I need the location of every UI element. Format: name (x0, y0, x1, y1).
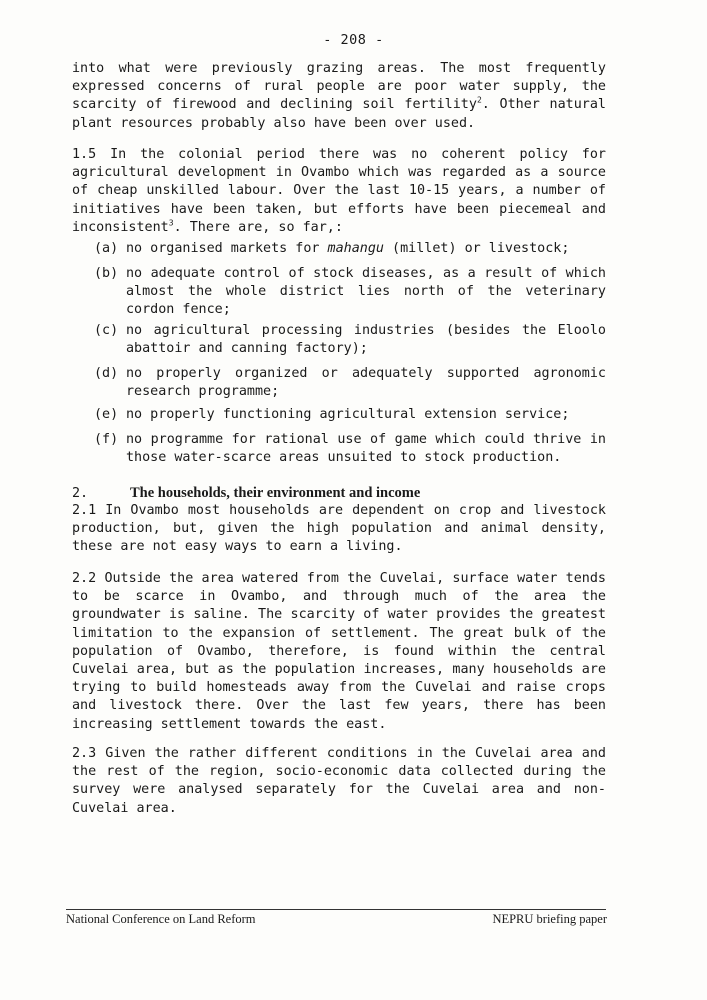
list-text: no adequate control of stock diseases, as a result of which almost the whole district lies north of the veterinary cordon fence; (126, 266, 606, 318)
list-label: (e) (94, 407, 119, 422)
emphasis-mahangu: mahangu (327, 241, 384, 256)
list-item-c (94, 322, 606, 358)
section-number: 2. (72, 486, 89, 501)
intro-paragraph (72, 60, 606, 133)
list-text: no programme for rational use of game which could thrive in those water-scarce areas unsuited to stock production. (126, 432, 606, 466)
list-label: (c) (94, 323, 119, 338)
footnote-ref-3: 3 (168, 218, 174, 228)
list-label: (a) (94, 241, 119, 256)
section-heading (72, 484, 606, 503)
list-label: (b) (94, 266, 119, 281)
intro-tail: . Other natural plant resources probably also have been over used. (72, 97, 606, 131)
page-number: - 208 - (323, 32, 384, 48)
footer-divider (66, 909, 606, 910)
list-text: no properly organized or adequately supported agronomic research programme; (126, 366, 606, 400)
list-text: no agricultural processing industries (besides the Eloolo abattoir and canning factory); (126, 323, 606, 357)
paragraph-2-2: 2.2 Outside the area watered from the Cuvelai, surface water tends to be scarce in Ovambo, and through much of the area the groundwater is saline. The scarcity of water provides the greatest limitation to the expansion of settlement. The great bulk of the population of Ovambo, therefore, is found within the central Cuvelai area, but as the population increases, many households are trying to build homesteads away from the Cuvelai and raise crops and livestock there. Over the last few years, there has been increasing settlement towards the east. (72, 571, 606, 732)
list-item-e (94, 406, 606, 424)
paragraph-2-3: 2.3 Given the rather different conditions in the Cuvelai area and the rest of the region, socio-economic data collected during the survey were analysed separately for the Cuvelai area and non-Cuvelai area. (72, 746, 606, 816)
list-label: (f) (94, 432, 119, 447)
paragraph-2-1: 2.1 In Ovambo most households are dependent on crop and livestock production, but, given the high population and animal density, these are not easy ways to earn a living. (72, 503, 606, 555)
list-text: no properly functioning agricultural extension service; (126, 407, 570, 422)
footer-paper-type: NEPRU briefing paper (492, 912, 607, 926)
list-item-f (94, 431, 606, 467)
paragraph-1-5 (72, 146, 606, 237)
intro-text: into what were previously grazing areas. The most frequently expressed concerns of rural people are poor water supply, the scarcity of firewood and declining soil fertility (72, 61, 606, 113)
footer-conference: National Conference on Land Reform (66, 912, 256, 926)
list-label: (d) (94, 366, 119, 381)
paragraph-1-5-text: 1.5 In the colonial period there was no coherent policy for agricultural development in Ovambo which was regarded as a source of cheap unskilled labour. Over the last 10-15 years, a number of initiatives have been taken, but efforts have been piecemeal and inconsistent (72, 147, 606, 235)
list-text: no organised markets for mahangu (millet) or livestock; (126, 241, 570, 256)
list-item-b (94, 265, 606, 320)
footnote-ref-2: 2 (476, 95, 482, 105)
section-title: The households, their environment and income (130, 485, 421, 501)
list-item-d (94, 365, 606, 401)
list-item-a (94, 240, 606, 258)
paragraph-1-5-tail: . There are, so far,: (173, 219, 343, 235)
